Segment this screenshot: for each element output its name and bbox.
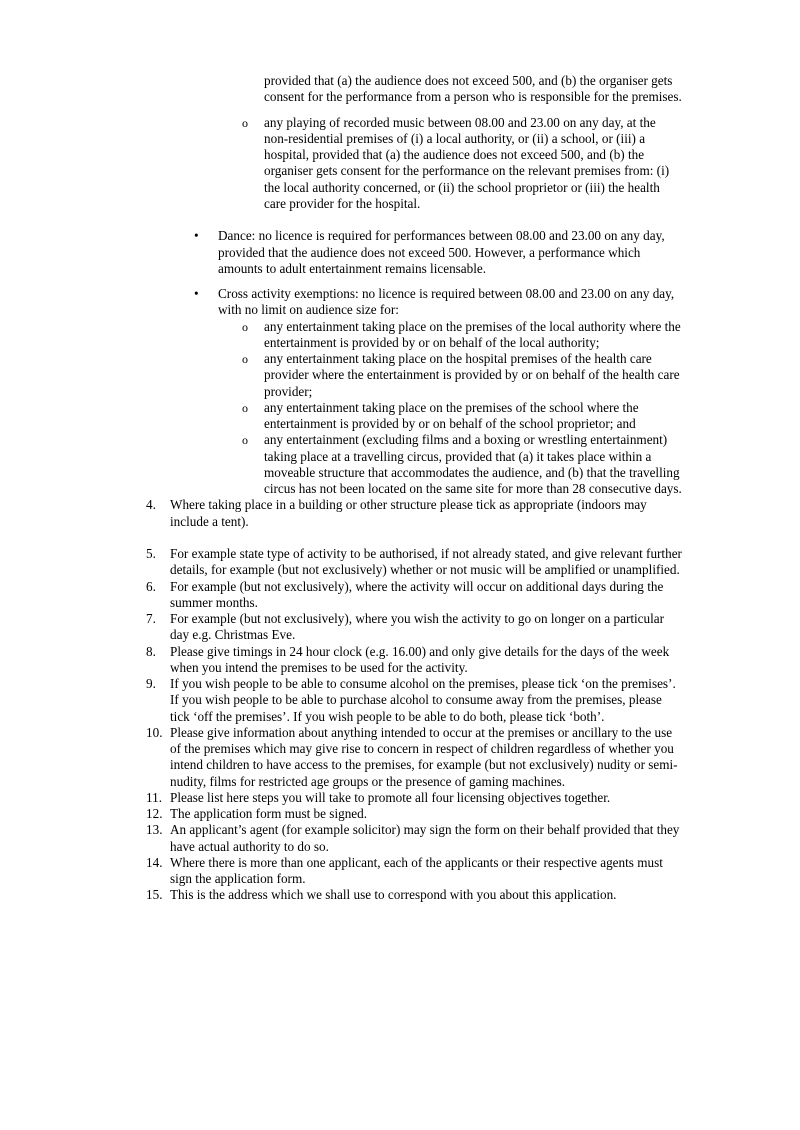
paragraph-text: If you wish people to be able to consume alcohol on the premises, please tick ‘on the premises’. If you wish people to be able to purchase alcohol to consume away from the premises, please tick ‘off the premises’. If you wish people to be able to do both, please tick ‘both’. xyxy=(170,676,676,724)
circle-marker: o xyxy=(242,115,248,130)
footnote-item-13 xyxy=(146,822,682,855)
footnote-item-12 xyxy=(146,806,682,822)
paragraph-text: An applicant’s agent (for example solicitor) may sign the form on their behalf provided that they have actual authority to do so. xyxy=(170,822,680,854)
paragraph-text: For example state type of activity to be authorised, if not already stated, and give relevant further details, for example (but not exclusively) whether or not music will be amplified or unamplified. xyxy=(170,546,682,578)
paragraph-spacer xyxy=(146,106,682,115)
paragraph-text: any playing of recorded music between 08.00 and 23.00 on any day, at the non-residential premises of (i) a local authority, or (ii) a school, or (iii) a hospital, provided that (a) the audience does not exceed 500, and (b) the organiser gets consent for the performance on the relevant premises from: (i) the local authority concerned, or (ii) the school proprietor or (iii) the health care provider for the hospital. xyxy=(264,114,670,211)
footnote-number: 8. xyxy=(146,643,156,659)
footnote-number: 7. xyxy=(146,611,156,626)
footnote-item-4 xyxy=(146,497,682,530)
footnote-item-11 xyxy=(146,790,682,806)
footnote-number: 12. xyxy=(146,806,163,821)
paragraph-text: any entertainment taking place on the hospital premises of the health care provider where the entertainment is provided by or on behalf of the health care provider; xyxy=(264,351,680,399)
footnote-item-7 xyxy=(146,611,682,644)
paragraph-text: provided that (a) the audience does not exceed 500, and (b) the organiser gets consent for the performance from a person who is responsible for the premises. xyxy=(264,73,682,105)
paragraph-text: Where there is more than one applicant, each of the applicants or their respective agents must sign the application form. xyxy=(170,854,663,886)
footnote-number: 11. xyxy=(146,789,162,805)
bullet-marker: • xyxy=(194,286,199,301)
bullet-marker: • xyxy=(194,228,199,244)
paragraph-text: For example (but not exclusively), where you wish the activity to go on longer on a particular day e.g. Christmas Eve. xyxy=(170,611,665,643)
continuation-paragraph xyxy=(146,73,682,106)
footnote-number: 6. xyxy=(146,578,156,594)
footnote-item-8 xyxy=(146,644,682,677)
paragraph-spacer xyxy=(146,277,682,286)
paragraph-text: any entertainment taking place on the premises of the local authority where the entertainment is provided by or on behalf of the local authority; xyxy=(264,318,681,350)
footnote-number: 14. xyxy=(146,854,163,870)
paragraph-text: Please list here steps you will take to promote all four licensing objectives together. xyxy=(170,789,611,805)
paragraph-text: The application form must be signed. xyxy=(170,806,368,821)
footnote-number: 4. xyxy=(146,497,156,513)
paragraph-text: Please give timings in 24 hour clock (e.g. 16.00) and only give details for the days of the week when you intend the premises to be used for the activity. xyxy=(170,643,670,675)
paragraph-spacer xyxy=(146,530,682,546)
paragraph-text: This is the address which we shall use to correspond with you about this application. xyxy=(170,887,617,903)
circle-list-item xyxy=(146,351,682,400)
paragraph-text: Cross activity exemptions: no licence is required between 08.00 and 23.00 on any day, with no limit on audience size for: xyxy=(218,286,675,318)
circle-marker: o xyxy=(242,352,248,366)
footnote-item-6 xyxy=(146,579,682,612)
bullet-list-item xyxy=(146,228,682,277)
circle-list-item xyxy=(146,319,682,352)
paragraph-spacer xyxy=(146,212,682,228)
footnote-number: 5. xyxy=(146,546,156,561)
footnote-item-14 xyxy=(146,855,682,888)
circle-list-item xyxy=(146,115,682,213)
footnote-item-9 xyxy=(146,676,682,725)
footnote-number: 10. xyxy=(146,724,163,740)
bullet-list-item xyxy=(146,286,682,319)
footnote-item-10 xyxy=(146,725,682,790)
footnote-item-15 xyxy=(146,887,682,903)
paragraph-text: any entertainment (excluding films and a boxing or wrestling entertainment) taking place at a travelling circus, provided that (a) it takes place within a moveable structure that accommodates the audience, and (b) that the travelling circus has not been located on the same site for more than 28 consecutive days. xyxy=(264,432,682,496)
paragraph-text: any entertainment taking place on the premises of the school where the entertainment is provided by or on behalf of the school proprietor; and xyxy=(264,399,639,431)
paragraph-text: Please give information about anything intended to occur at the premises or ancillary to the use of the premises which may give rise to concern in respect of children regardless of whether you intend children to have access to the premises, for example (but not exclusively) nudity or semi-nudity, films for restricted age groups or the presence of gaming machines. xyxy=(170,724,678,789)
circle-list-item xyxy=(146,400,682,433)
document-content xyxy=(146,73,682,904)
footnote-number: 13. xyxy=(146,822,163,838)
footnote-number: 9. xyxy=(146,676,156,691)
circle-list-item xyxy=(146,432,682,497)
paragraph-text: Where taking place in a building or other structure please tick as appropriate (indoors may include a tent). xyxy=(170,497,647,529)
circle-marker: o xyxy=(242,400,248,415)
paragraph-text: Dance: no licence is required for performances between 08.00 and 23.00 on any day, provided that the audience does not exceed 500. However, a performance which amounts to adult entertainment remains licensable. xyxy=(218,228,665,276)
footnote-item-5 xyxy=(146,546,682,579)
paragraph-text: For example (but not exclusively), where the activity will occur on additional days during the summer months. xyxy=(170,578,664,610)
circle-marker: o xyxy=(242,319,248,334)
circle-marker: o xyxy=(242,433,248,448)
footnote-number: 15. xyxy=(146,887,163,903)
